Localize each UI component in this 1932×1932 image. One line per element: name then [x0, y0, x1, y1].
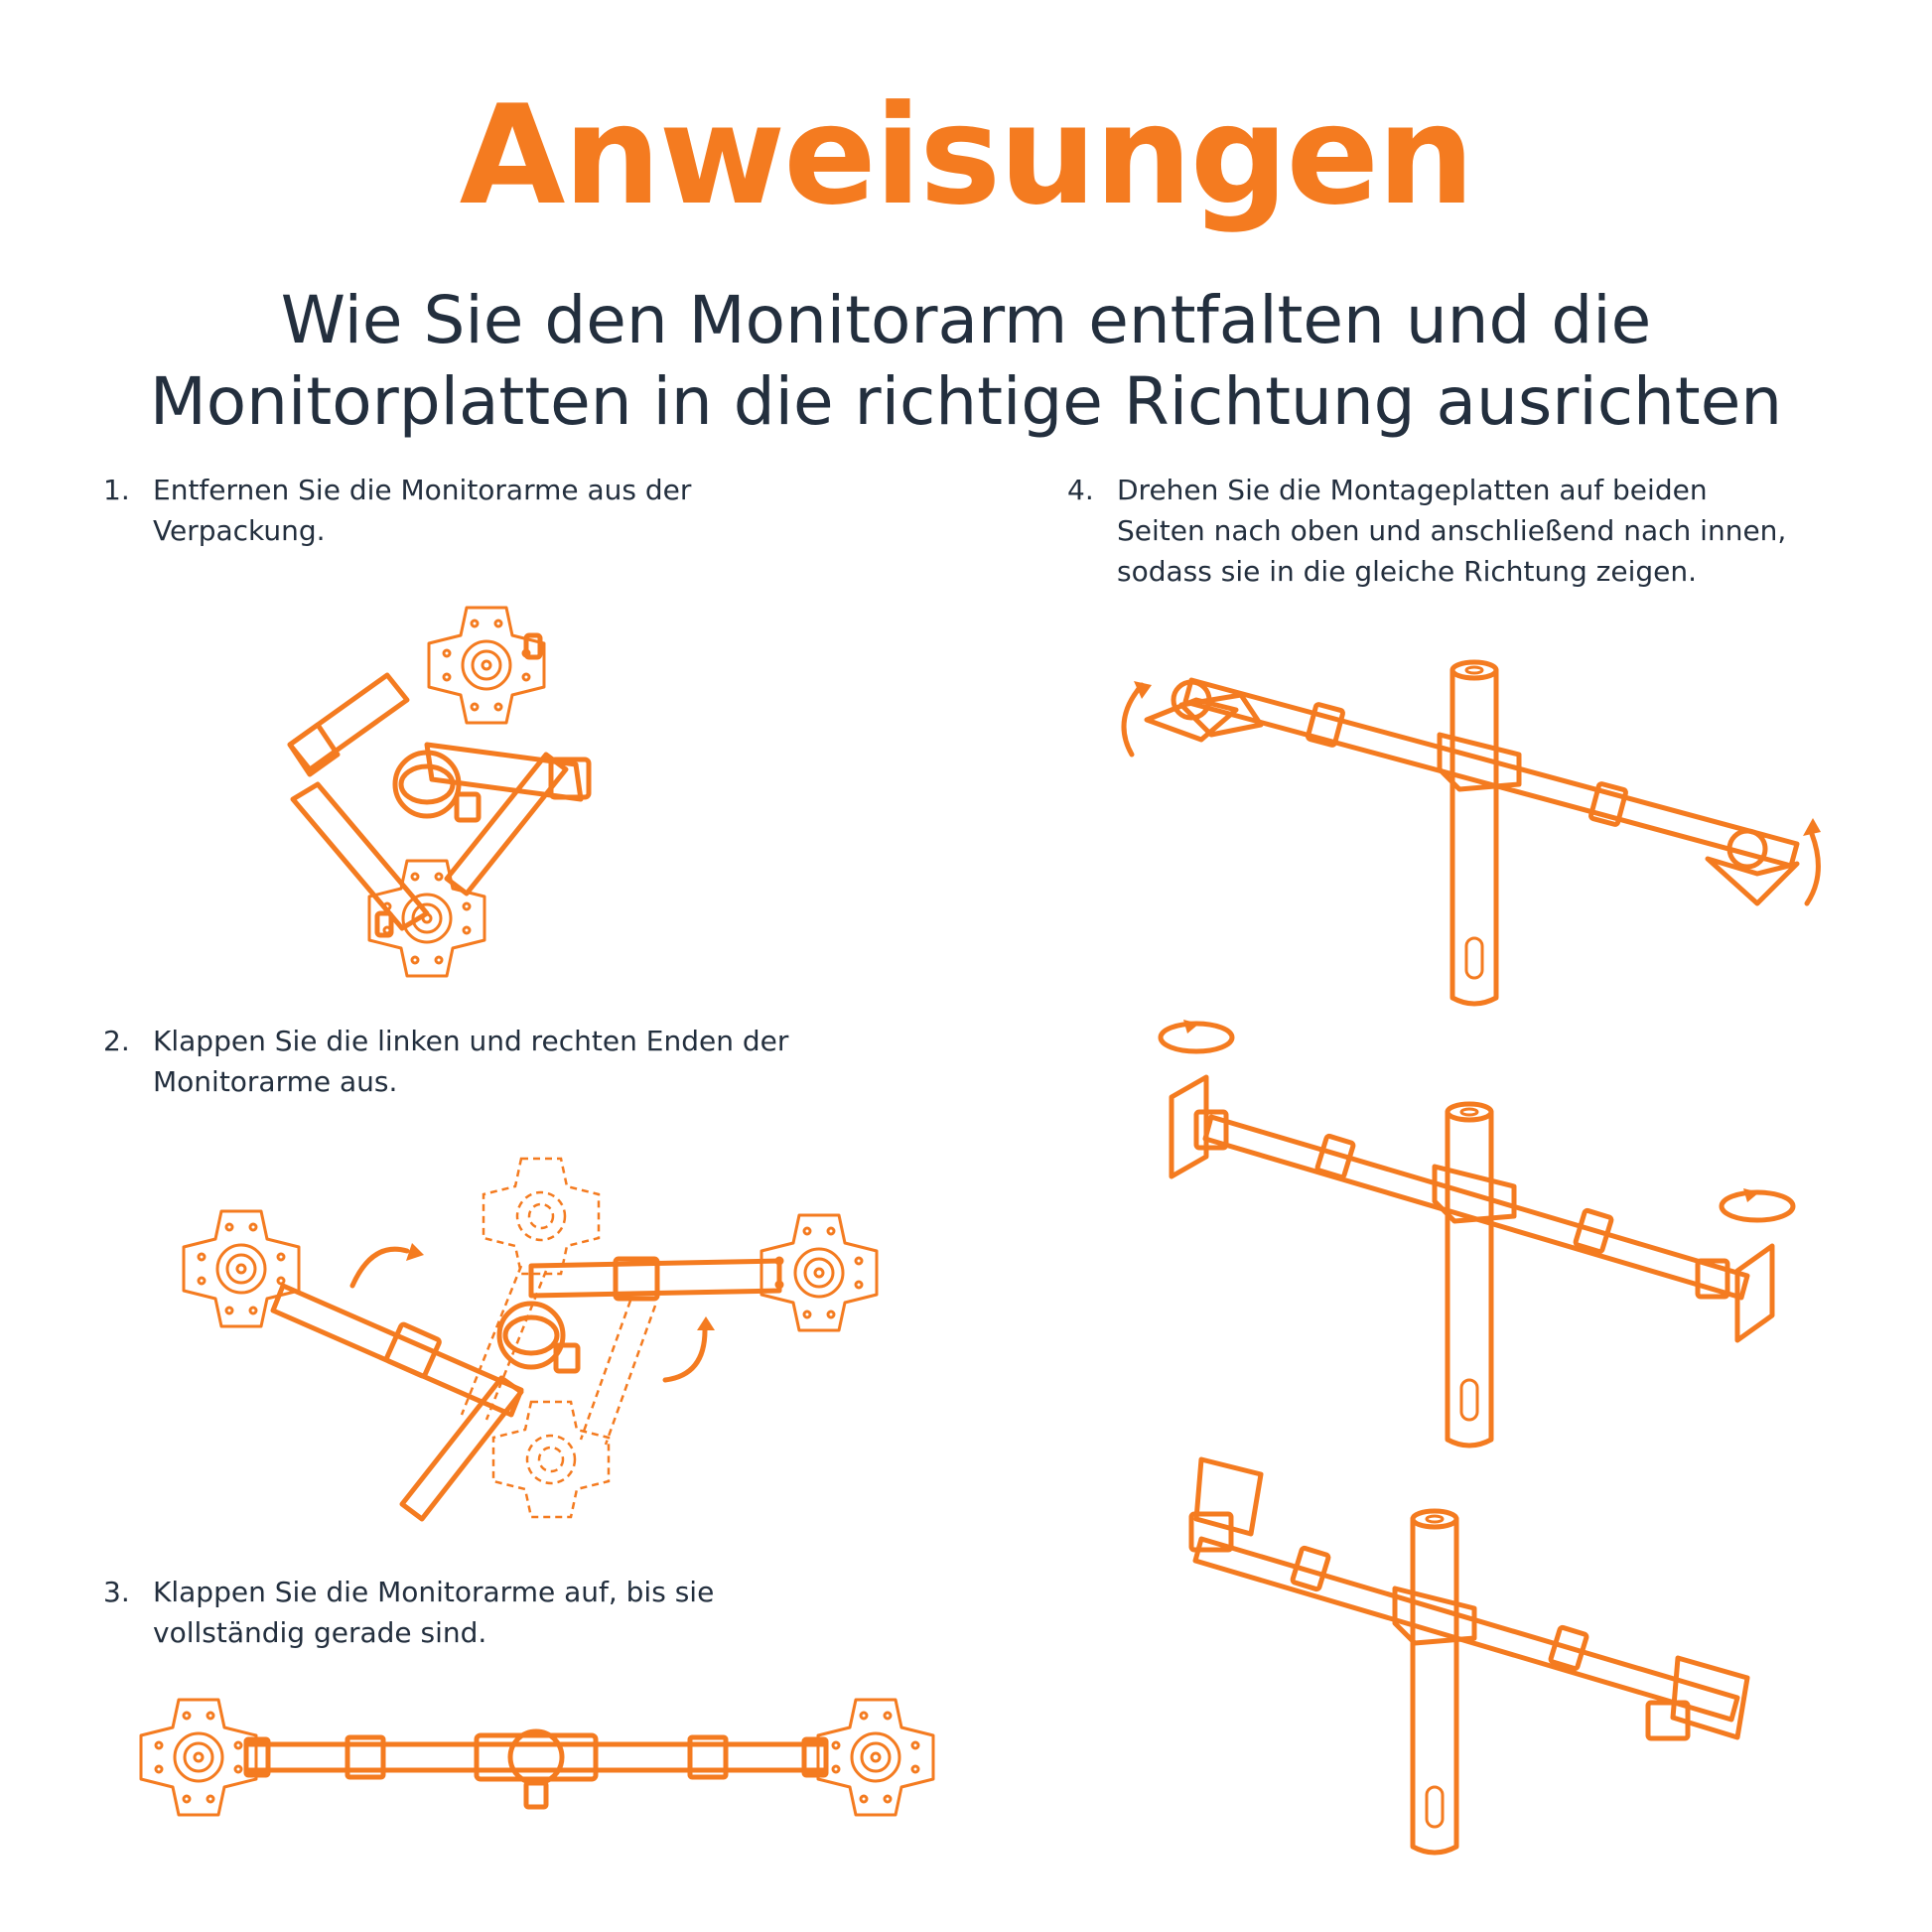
step-number: 3. [103, 1576, 130, 1608]
page-subtitle [0, 280, 1932, 443]
subtitle-line: Wie Sie den Monitorarm entfalten und die [280, 282, 1652, 358]
step-2 [103, 1021, 917, 1110]
folded-arm-illustration [278, 576, 635, 1003]
step-line: Seiten nach oben und anschließend nach innen, [1117, 514, 1787, 547]
step-text [153, 1021, 788, 1102]
plates-aligned-illustration [1181, 1449, 1797, 1847]
step-number: 1. [103, 474, 130, 506]
step-line: Klappen Sie die linken und rechten Enden der [153, 1025, 789, 1057]
step-text [1117, 470, 1786, 592]
step-text [153, 470, 691, 551]
step-number: 4. [1067, 474, 1094, 506]
step-1 [103, 470, 917, 559]
step-number: 2. [103, 1025, 130, 1057]
page-title: Anweisungen [459, 75, 1473, 235]
step-line: Klappen Sie die Monitorarme auf, bis sie [153, 1576, 715, 1608]
step-text [153, 1572, 714, 1653]
step-line: Monitorarme aus. [153, 1065, 398, 1098]
subtitle-line: Monitorplatten in die richtige Richtung ausrichten [149, 363, 1783, 440]
step-line: vollständig gerade sind. [153, 1616, 487, 1649]
step-line: sodass sie in die gleiche Richtung zeigen. [1117, 555, 1698, 588]
step-3 [103, 1572, 917, 1661]
unfold-ends-illustration [164, 1132, 889, 1549]
straight-arm-illustration [139, 1688, 933, 1827]
rotate-plates-inward-illustration [1142, 1018, 1817, 1435]
rotate-plates-up-illustration [1102, 655, 1837, 1013]
step-line: Verpackung. [153, 514, 326, 547]
step-line: Drehen Sie die Montageplatten auf beiden [1117, 474, 1708, 506]
step-4 [1067, 470, 1921, 599]
step-line: Entfernen Sie die Monitorarme aus der [153, 474, 692, 506]
